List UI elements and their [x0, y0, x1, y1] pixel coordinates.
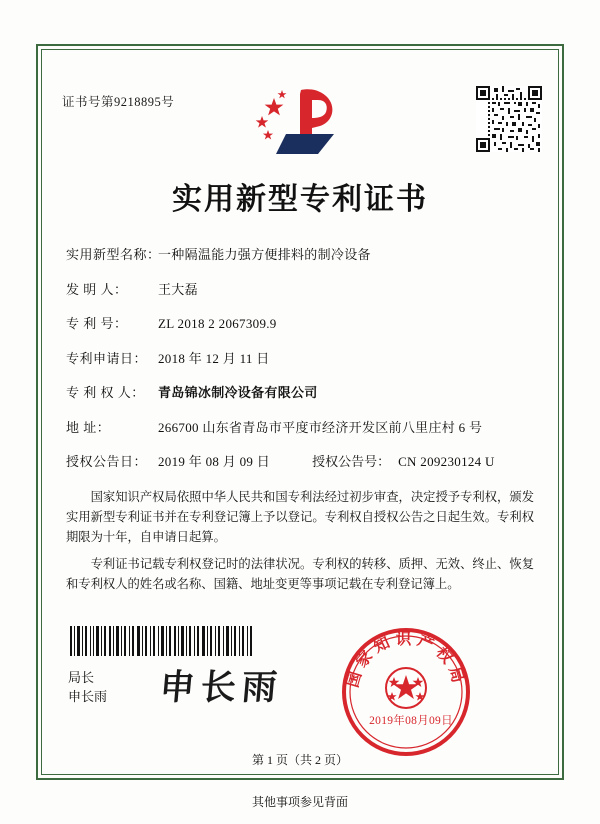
handwritten-signature: 申长雨	[157, 667, 285, 708]
field-label-grant-date: 授权公告日：	[66, 454, 148, 469]
signature-title-label: 局长	[68, 670, 95, 685]
patent-field-list	[66, 244, 536, 486]
legal-text	[66, 487, 534, 601]
field-value-name: 一种隔温能力强方便排料的制冷设备	[158, 247, 371, 262]
field-value-patentee: 青岛锦冰制冷设备有限公司	[158, 385, 318, 400]
field-label-address: 地 址：	[66, 419, 111, 435]
field-value-application-date: 2018 年 12 月 11 日	[158, 350, 270, 366]
field-label-patent-number: 专 利 号：	[66, 316, 128, 331]
field-value-grant-date: 2019 年 08 月 09 日	[158, 454, 271, 469]
svg-text:国家知识产权局: 国家知识产权局	[344, 631, 468, 690]
field-label-name: 实用新型名称：	[66, 247, 161, 262]
field-label-grant-number: 授权公告号：	[312, 454, 391, 469]
cnipa-logo-icon	[238, 82, 350, 160]
barcode	[68, 626, 254, 656]
certificate-number: 证书号第9218895号	[62, 95, 175, 109]
field-label-inventor: 发 明 人：	[66, 281, 128, 297]
border-corner-top-right	[548, 44, 564, 60]
legal-paragraph-2: 专利证书记载专利权登记时的法律状况。专利权的转移、质押、无效、终止、恢复和专利权人的姓名或名称、国籍、地址变更等事项记载在专利登记簿上。	[66, 557, 534, 591]
signature-name-label: 申长雨	[68, 689, 108, 704]
field-value-grant-number: CN 209230124 U	[398, 454, 495, 469]
field-row-inventor	[66, 279, 536, 298]
field-value-address: 266700 山东省青岛市平度市经济开发区前八里庄村 6 号	[158, 419, 483, 435]
field-value-patent-number: ZL 2018 2 2067309.9	[158, 316, 277, 331]
field-row-patent-number	[66, 313, 536, 332]
border-corner-top-left	[36, 44, 52, 60]
field-label-application-date: 专利申请日：	[66, 350, 148, 366]
page-number: 第 1 页（共 2 页）	[251, 753, 348, 767]
official-seal	[338, 624, 474, 760]
field-row-name	[66, 244, 536, 263]
legal-paragraph-1: 国家知识产权局依照中华人民共和国专利法经过初步审查，决定授予专利权，颁发实用新型专利证书并在专利登记簿上予以登记。专利权自授权公告之日起生效。专利权期限为十年，自申请日起算。	[66, 490, 534, 544]
signature-labels	[68, 668, 107, 706]
field-row-application-date	[66, 348, 536, 367]
seal-date: 2019年08月09日	[369, 715, 453, 727]
field-row-grant-announcement	[66, 451, 536, 470]
qr-code	[476, 86, 542, 152]
field-value-inventor: 王大磊	[158, 281, 198, 297]
field-label-patentee: 专 利 权 人：	[66, 385, 145, 400]
field-row-address	[66, 417, 536, 436]
field-row-patentee	[66, 382, 536, 401]
bottom-note: 其他事项参见背面	[251, 795, 348, 809]
page-title: 实用新型专利证书	[172, 183, 428, 216]
